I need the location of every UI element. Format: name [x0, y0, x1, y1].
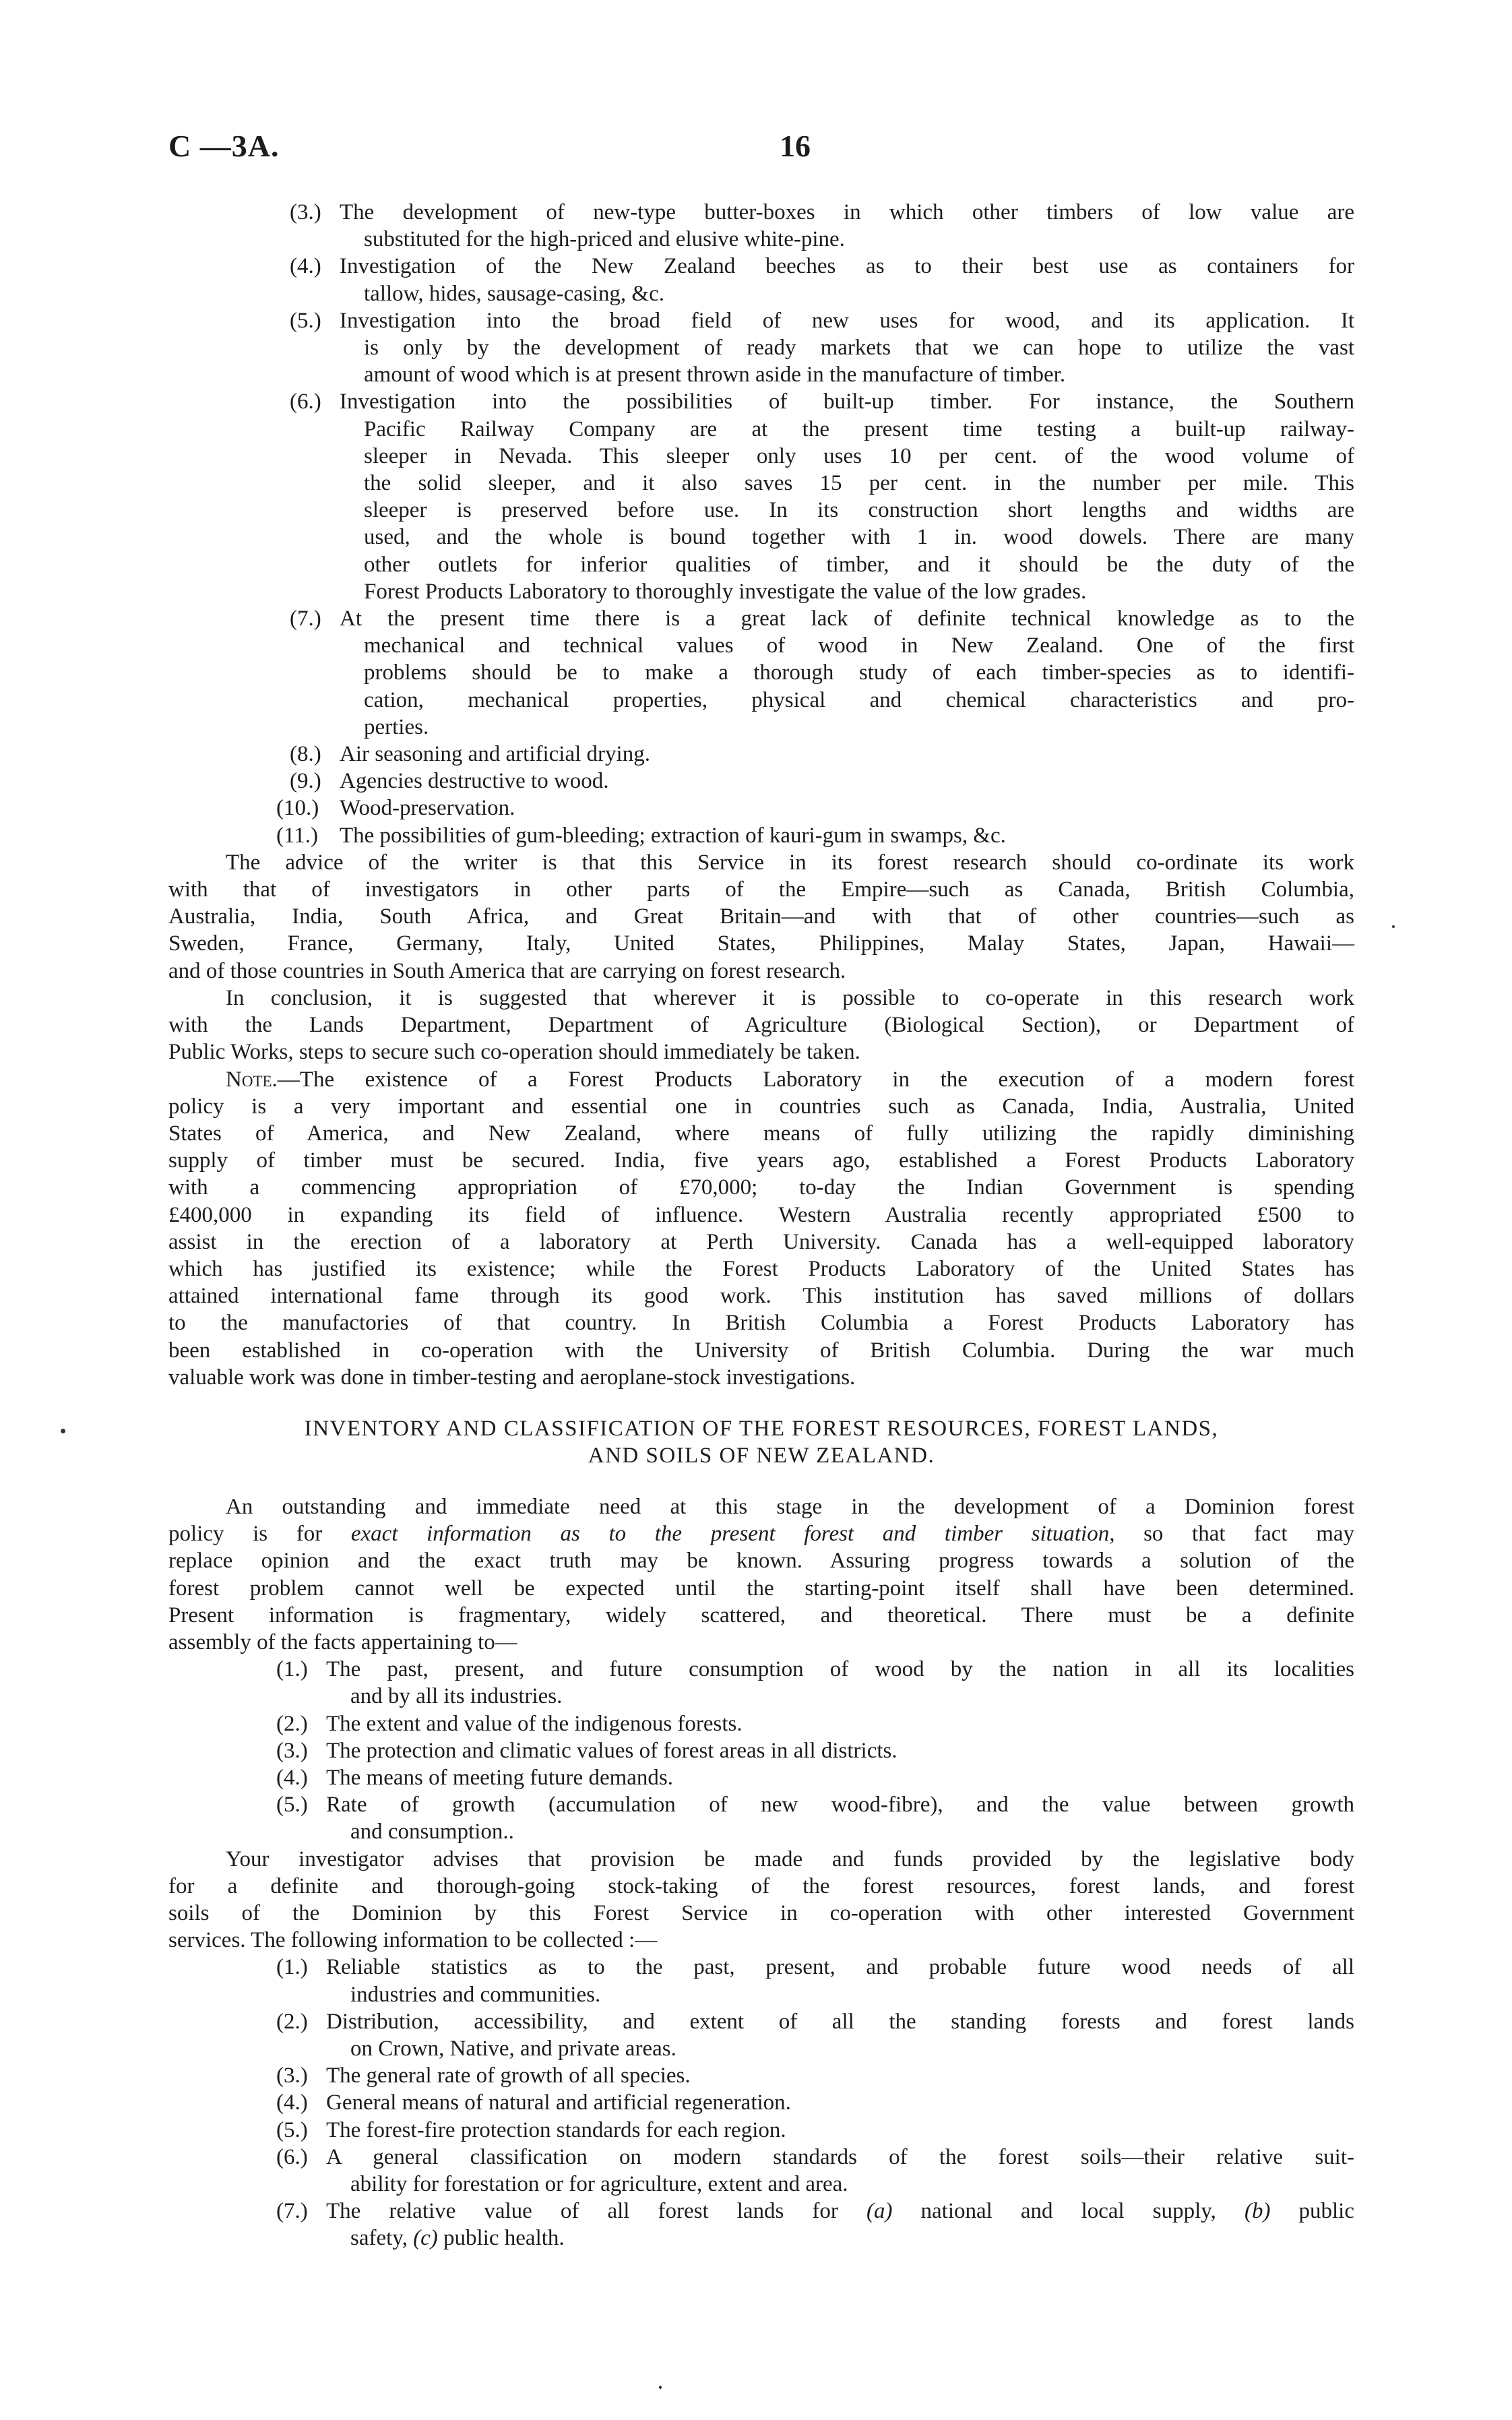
- text-line: for a definite and thorough-going stock-taking of the forest resources, forest lands, and forest: [168, 1873, 1354, 1898]
- list-item: [290, 253, 1354, 307]
- text-line: The general rate of growth of all species.: [326, 2064, 691, 2088]
- text-line: Reliable statistics as to the past, present, and probable future wood needs of all: [326, 1955, 1354, 1980]
- page-header: [168, 128, 1354, 175]
- list-item: [276, 1954, 1354, 2008]
- list-item: [290, 199, 1354, 253]
- list-number: (4.): [276, 1765, 308, 1790]
- list-number: (5.): [276, 2117, 308, 2142]
- list-item: [276, 1737, 1354, 1764]
- investigator-paragraph: [168, 1846, 1354, 1954]
- conclusion-paragraph: [168, 985, 1354, 1066]
- list-number: (3.): [276, 2064, 308, 2088]
- list-number: (8.): [290, 742, 321, 767]
- text-line: perties.: [364, 714, 429, 739]
- list-item: [290, 768, 1354, 795]
- research-list: [168, 199, 1354, 849]
- text-line: Air seasoning and artificial drying.: [340, 742, 650, 767]
- text-line: sleeper is preserved before use. In its construction short lengths and widths are: [364, 498, 1354, 523]
- text-line: attained international fame through its good work. This institution has saved millions of dollars: [168, 1284, 1354, 1309]
- list-number: (5.): [290, 308, 321, 333]
- list-item: [290, 307, 1354, 389]
- list-item: [276, 2062, 1354, 2089]
- heading-line: AND SOILS OF NEW ZEALAND.: [588, 1443, 935, 1468]
- text-line: General means of natural and artificial regeneration.: [326, 2090, 791, 2115]
- text-line: Australia, India, South Africa, and Great Britain—and with that of other countries—such as: [168, 904, 1354, 929]
- list-number: (2.): [276, 1711, 308, 1736]
- text-line: and consumption..: [350, 1820, 514, 1844]
- facts-list: [168, 1656, 1354, 1845]
- text-line: Investigation into the possibilities of built-up timber. For instance, the Southern: [340, 390, 1354, 414]
- text-fragment: policy is for: [168, 1522, 351, 1547]
- text-line: The extent and value of the indigenous forests.: [326, 1711, 743, 1736]
- text-line: The past, present, and future consumption of wood by the nation in all its localities: [326, 1657, 1354, 1682]
- list-item: [276, 1791, 1354, 1845]
- text-line: At the present time there is a great lack of definite technical knowledge as to the: [340, 607, 1354, 631]
- list-number: (6.): [290, 390, 321, 414]
- page-reference: C —3A.: [168, 129, 280, 163]
- list-item: [276, 1710, 1354, 1737]
- advice-paragraph: [168, 849, 1354, 985]
- list-item: [276, 1656, 1354, 1710]
- text-line: The possibilities of gum-bleeding; extraction of kauri-gum in swamps, &c.: [340, 823, 1006, 848]
- text-line: cation, mechanical properties, physical and chemical characteristics and pro-: [364, 687, 1354, 712]
- text-line: the solid sleeper, and it also saves 15 per cent. in the number per mile. This: [364, 471, 1354, 496]
- text-line: Your investigator advises that provision be made and funds provided by the legislative body: [226, 1847, 1354, 1871]
- list-number: (4.): [276, 2090, 308, 2115]
- list-number: (10.): [276, 796, 319, 821]
- text-line: on Crown, Native, and private areas.: [350, 2037, 676, 2061]
- text-line: with a commencing appropriation of £70,000; to-day the Indian Government is spending: [168, 1175, 1354, 1200]
- text-line: with that of investigators in other parts of the Empire—such as Canada, British Columbia,: [168, 877, 1354, 902]
- note-text: —The existence of a Forest Products Laboratory in the execution of a modern forest: [277, 1067, 1354, 1092]
- list-number: (9.): [290, 769, 321, 794]
- text-line: ability for forestation or for agriculture, extent and area.: [350, 2172, 848, 2197]
- text-line: The development of new-type butter-boxes in which other timbers of low value are: [340, 200, 1354, 224]
- text-line: Forest Products Laboratory to thoroughly investigate the value of the low grades.: [364, 579, 1087, 604]
- text-fragment: public health.: [437, 2226, 565, 2251]
- text-line: The protection and climatic values of forest areas in all districts.: [326, 1738, 897, 1763]
- text-line: The advice of the writer is that this Service in its forest research should co-ordinate its work: [226, 850, 1354, 875]
- text-line: An outstanding and immediate need at this stage in the development of a Dominion forest: [226, 1494, 1354, 1519]
- scan-speck: [61, 1429, 65, 1433]
- text-fragment: , so that fact may: [1109, 1522, 1355, 1547]
- emphasis-text: exact information as to the present forest and timber situation: [350, 1522, 1110, 1547]
- text-line: and by all its industries.: [350, 1684, 563, 1709]
- text-line: assist in the erection of a laboratory at Perth University. Canada has a well-equipped laboratory: [168, 1229, 1354, 1254]
- section-heading: [168, 1415, 1354, 1469]
- page-number: 16: [780, 129, 811, 163]
- text-line: Rate of growth (accumulation of new wood-fibre), and the value between growth: [326, 1793, 1354, 1818]
- list-item: [276, 822, 1354, 849]
- list-item: [290, 605, 1354, 741]
- scan-speck: [1392, 925, 1395, 928]
- list-number: (4.): [290, 254, 321, 279]
- list-item: [276, 795, 1354, 821]
- text-line: Agencies destructive to wood.: [340, 769, 609, 794]
- text-line: problems should be to make a thorough study of each timber-species as to identifi-: [364, 660, 1354, 685]
- list-item: [276, 2089, 1354, 2116]
- text-line: The means of meeting future demands.: [326, 1765, 673, 1790]
- note-label: Note.: [226, 1067, 278, 1092]
- text-line: £400,000 in expanding its field of influence. Western Australia recently appropriated £500 to: [168, 1202, 1354, 1227]
- text-line: supply of timber must be secured. India, five years ago, established a Forest Products Laboratory: [168, 1148, 1354, 1173]
- text-line: policy is a very important and essential one in countries such as Canada, India, Australia, United: [168, 1094, 1354, 1119]
- text-line: The forest-fire protection standards for each region.: [326, 2117, 786, 2142]
- text-fragment: national and local supply,: [892, 2199, 1245, 2224]
- document-body: [168, 199, 1354, 2252]
- text-line: Present information is fragmentary, widely scattered, and theoretical. There must be a definite: [168, 1603, 1354, 1627]
- list-number: (3.): [290, 200, 321, 224]
- list-number: (5.): [276, 1793, 308, 1818]
- information-list: [168, 1954, 1354, 2252]
- text-line: to the manufactories of that country. In British Columbia a Forest Products Laboratory has: [168, 1311, 1354, 1336]
- text-line: replace opinion and the exact truth may be known. Assuring progress towards a solution of the: [168, 1549, 1354, 1574]
- text-line: assembly of the facts appertaining to—: [168, 1630, 517, 1654]
- list-item: [290, 388, 1354, 605]
- list-item: [276, 1764, 1354, 1791]
- list-number: (6.): [276, 2144, 308, 2169]
- text-line: Investigation of the New Zealand beeches as to their best use as containers for: [340, 254, 1354, 279]
- text-line: Public Works, steps to secure such co-operation should immediately be taken.: [168, 1040, 860, 1065]
- text-line: used, and the whole is bound together with 1 in. wood dowels. There are many: [364, 525, 1354, 550]
- text-line: with the Lands Department, Department of Agriculture (Biological Section), or Department of: [168, 1013, 1354, 1038]
- label-a: (a): [866, 2199, 893, 2224]
- text-line: valuable work was done in timber-testing and aeroplane-stock investigations.: [168, 1365, 856, 1390]
- text-line: substituted for the high-priced and elusive white-pine.: [364, 227, 845, 252]
- text-fragment: public: [1270, 2199, 1355, 2224]
- text-line: mechanical and technical values of wood in New Zealand. One of the first: [364, 633, 1354, 658]
- scan-speck: [659, 2386, 662, 2389]
- text-line: Distribution, accessibility, and extent of all the standing forests and forest lands: [326, 2009, 1354, 2034]
- text-line: other outlets for inferior qualities of timber, and it should be the duty of the: [364, 552, 1354, 577]
- list-number: (7.): [276, 2199, 308, 2224]
- text-line: Investigation into the broad field of new uses for wood, and its application. It: [340, 308, 1354, 333]
- text-line: forest problem cannot well be expected until the starting-point itself shall have been determined.: [168, 1576, 1354, 1601]
- label-c: (c): [413, 2226, 438, 2251]
- list-number: (7.): [290, 607, 321, 631]
- text-line: Sweden, France, Germany, Italy, United States, Philippines, Malay States, Japan, Hawaii—: [168, 931, 1354, 956]
- list-item: [276, 2008, 1354, 2062]
- text-line: been established in co-operation with the University of British Columbia. During the war much: [168, 1338, 1354, 1363]
- text-line: A general classification on modern standards of the forest soils—their relative suit-: [326, 2144, 1354, 2169]
- label-b: (b): [1244, 2199, 1271, 2224]
- text-line: services. The following information to be collected :—: [168, 1928, 658, 1953]
- text-line: industries and communities.: [350, 1982, 601, 2007]
- text-line: sleeper in Nevada. This sleeper only uses 10 per cent. of the wood volume of: [364, 443, 1354, 468]
- list-number: (1.): [276, 1657, 308, 1682]
- text-line: Wood-preservation.: [340, 796, 515, 821]
- text-line: and of those countries in South America that are carrying on forest research.: [168, 958, 846, 983]
- text-line: In conclusion, it is suggested that wherever it is possible to co-operate in this research work: [226, 985, 1354, 1010]
- list-item: [290, 741, 1354, 768]
- text-fragment: safety,: [350, 2226, 414, 2251]
- note-paragraph: [168, 1066, 1354, 1391]
- text-line: soils of the Dominion by this Forest Service in co-operation with other interested Government: [168, 1900, 1354, 1925]
- text-line: is only by the development of ready markets that we can hope to utilize the vast: [364, 336, 1354, 361]
- list-item: [276, 2117, 1354, 2144]
- text-line: tallow, hides, sausage-casing, &c.: [364, 281, 664, 306]
- list-number: (11.): [276, 823, 319, 848]
- text-line: amount of wood which is at present thrown aside in the manufacture of timber.: [364, 363, 1066, 387]
- outstanding-paragraph: [168, 1493, 1354, 1656]
- list-item: [276, 2144, 1354, 2198]
- text-line: States of America, and New Zealand, where means of fully utilizing the rapidly diminishing: [168, 1121, 1354, 1146]
- text-line: which has justified its existence; while the Forest Products Laboratory of the United States has: [168, 1256, 1354, 1281]
- heading-line: INVENTORY AND CLASSIFICATION OF THE FOREST RESOURCES, FOREST LANDS,: [304, 1416, 1219, 1441]
- text-line: Pacific Railway Company are at the present time testing a built-up railway-: [364, 416, 1354, 441]
- list-number: (3.): [276, 1738, 308, 1763]
- list-item: [276, 2198, 1354, 2252]
- list-number: (1.): [276, 1955, 308, 1980]
- text-fragment: The relative value of all forest lands for: [326, 2199, 867, 2224]
- list-number: (2.): [276, 2009, 308, 2034]
